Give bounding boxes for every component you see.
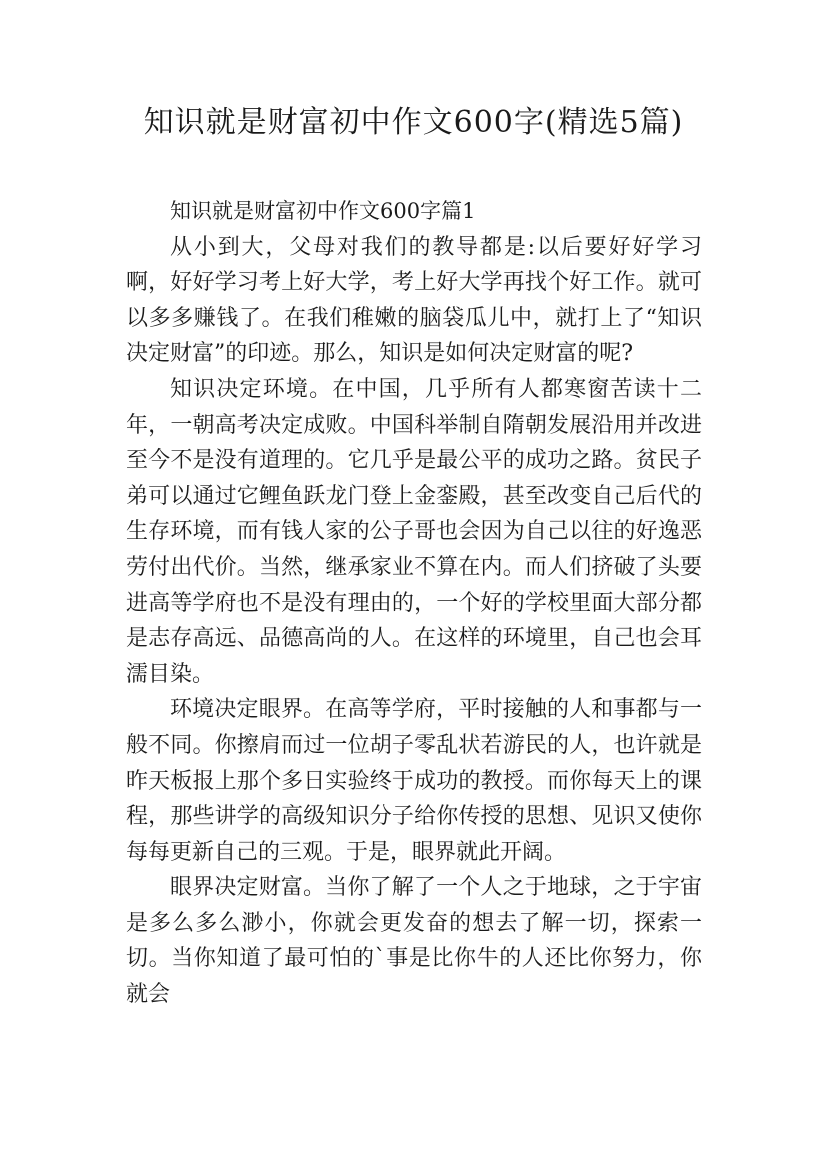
paragraph: 环境决定眼界。在高等学府，平时接触的人和事都与一般不同。你擦肩而过一位胡子零乱状若游民的人，也许就是昨天板报上那个多日实验终于成功的教授。而你每天上的课程，那些讲学的高级知识分子给你传授的思想、见识又使你每每更新自己的三观。于是，眼界就此开阔。 — [126, 697, 702, 865]
document-title: 知识就是财富初中作文600字(精选5篇) — [143, 105, 684, 140]
section-subtitle: 知识就是财富初中作文600字篇1 — [170, 199, 476, 223]
paragraph: 知识决定环境。在中国，几乎所有人都寒窗苦读十二年，一朝高考决定成败。中国科举制自隋朝发展沿用并改进至今不是没有道理的。它几乎是最公平的成功之路。贫民子弟可以通过它鲤鱼跃龙门登上金銮殿，甚至改变自己后代的生存环境，而有钱人家的公子哥也会因为自己以往的好逸恶劳付出代价。当然，继承家业不算在内。而人们挤破了头要进高等学府也不是没有理由的，一个好的学校里面大部分都是志存高远、品德高尚的人。在这样的环境里，自己也会耳濡目染。 — [126, 376, 702, 687]
paragraph: 眼界决定财富。当你了解了一个人之于地球，之于宇宙是多么多么渺小，你就会更发奋的想去了解一切，探索一切。当你知道了最可怕的`事是比你牛的人还比你努力，你就会 — [126, 875, 702, 1008]
document-body — [126, 194, 702, 1013]
paragraph: 从小到大，父母对我们的教导都是:以后要好好学习啊，好好学习考上好大学，考上好大学再找个好工作。就可以多多赚钱了。在我们稚嫩的脑袋瓜儿中，就打上了“知识决定财富”的印迹。那么，知识是如何决定财富的呢? — [126, 234, 702, 367]
